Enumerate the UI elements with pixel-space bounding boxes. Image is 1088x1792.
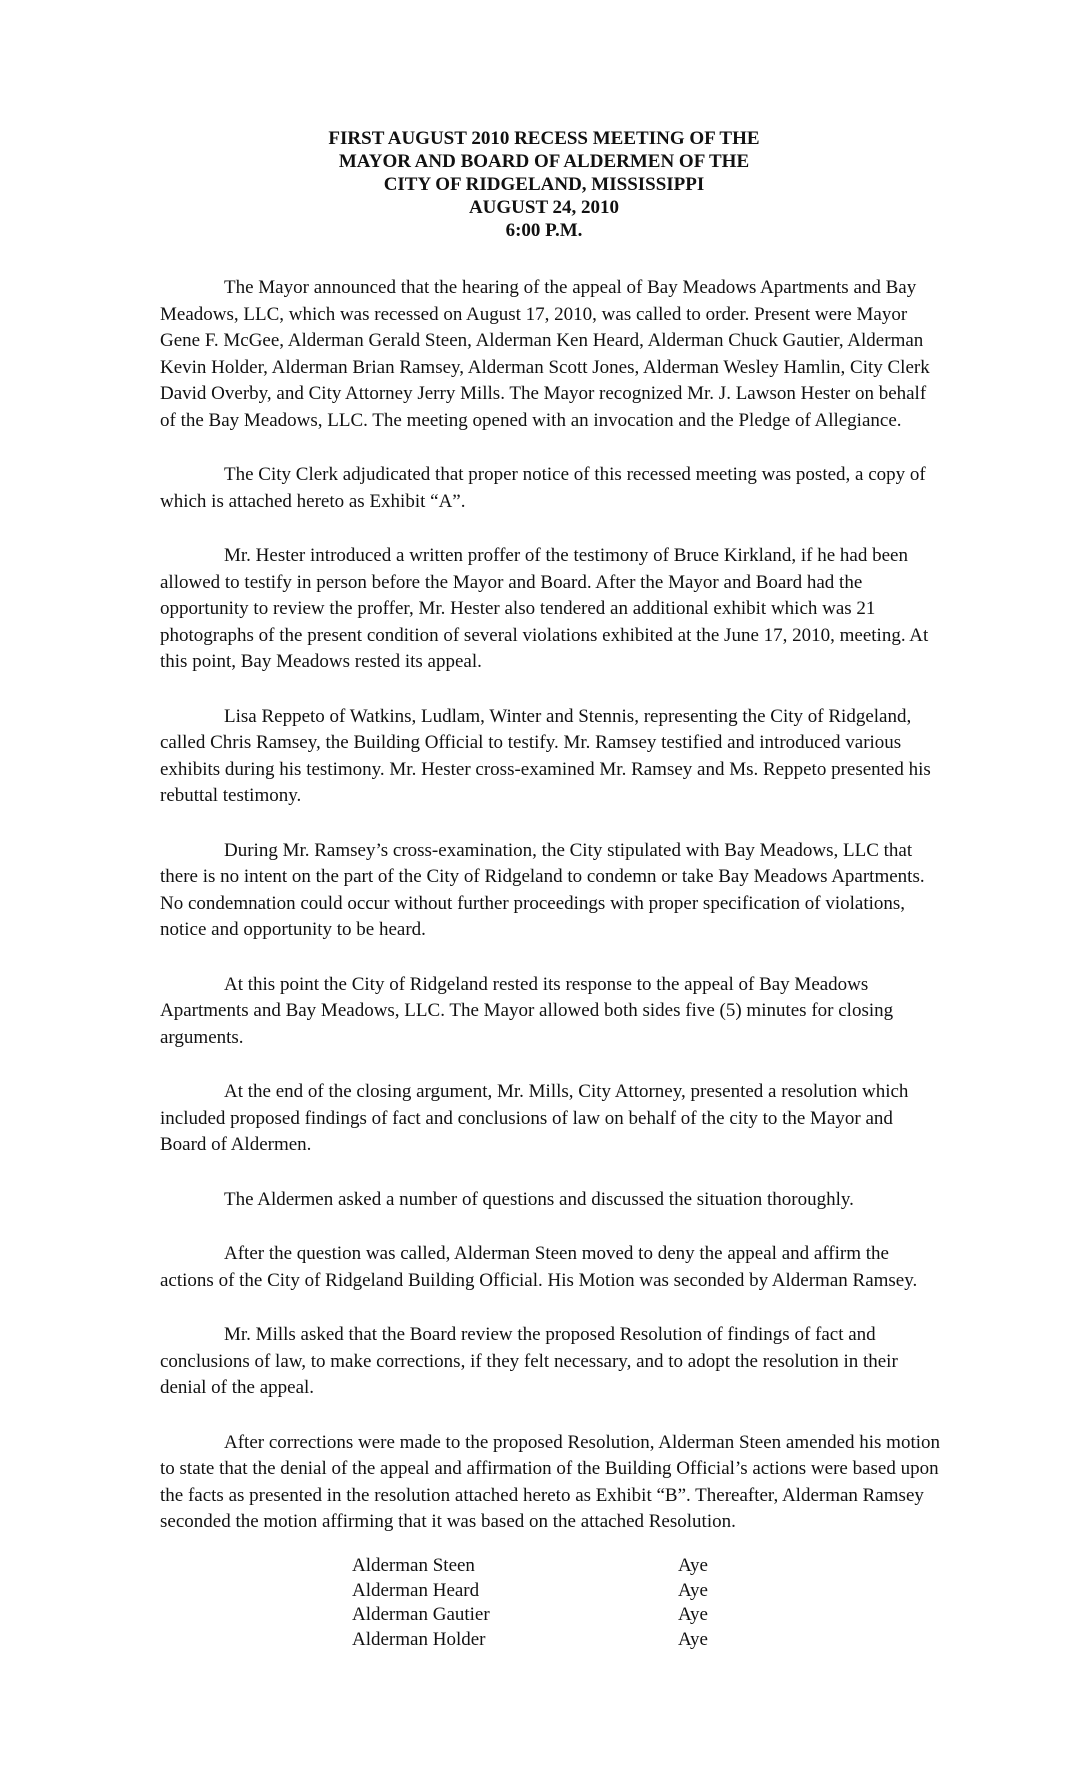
vote-result: Aye [678,1604,708,1625]
document-heading [0,127,1088,242]
heading-line-3: CITY OF RIDGELAND, MISSISSIPPI [383,174,705,195]
paragraph-call-to-order: The Mayor announced that the hearing of the appeal of Bay Meadows Apartments and Bay Meadows, LLC, which was recessed on August 17, 2010, was called to order. Present were Mayor Gene F. McGee, Alderman Gerald Steen, Alderman Ken Heard, Alderman Chuck Gautier, Alderman Kevin Holder, Alderman Brian Ramsey, Alderman Scott Jones, Alderman Wesley Hamlin, City Clerk David Overby, and City Attorney Jerry Mills. The Mayor recognized Mr. J. Lawson Hester on behalf of the Bay Meadows, LLC. The meeting opened with an invocation and the Pledge of Allegiance. [160,277,930,431]
heading-line-1: FIRST AUGUST 2010 RECESS MEETING OF THE [328,128,760,149]
heading-line-2: MAYOR AND BOARD OF ALDERMEN OF THE [338,151,750,172]
vote-table [352,1554,738,1652]
paragraph-amended-motion: After corrections were made to the proposed Resolution, Alderman Steen amended his motion to state that the denial of the appeal and affirmation of the Building Official’s actions were based upon the facts as presented in the resolution attached hereto as Exhibit “B”. Thereafter, Alderman Ramsey seconded the motion affirming that it was based on the attached Resolution. [160,1431,941,1532]
vote-row [352,1579,738,1604]
vote-name: Alderman Steen [352,1555,475,1576]
vote-row [352,1603,738,1628]
paragraph-motion: After the question was called, Alderman Steen moved to deny the appeal and affirm the actions of the City of Ridgeland Building Official. His Motion was seconded by Alderman Ramsey. [160,1243,918,1291]
vote-result: Aye [678,1579,708,1601]
vote-name: Alderman Gautier [352,1604,490,1625]
paragraph-resolution: At the end of the closing argument, Mr. Mills, City Attorney, presented a resolution which included proposed findings of fact and conclusions of law on behalf of the city to the Mayor and Board of Aldermen. [160,1081,909,1155]
heading-time: 6:00 P.M. [505,220,583,241]
paragraph-closing-arguments: At this point the City of Ridgeland rested its response to the appeal of Bay Meadows Apartments and Bay Meadows, LLC. The Mayor allowed both sides five (5) minutes for closing arguments. [160,973,894,1048]
paragraph-proffer: Mr. Hester introduced a written proffer of the testimony of Bruce Kirkland, if he had been allowed to testify in person before the Mayor and Board. After the Mayor and Board had the opportunity to review the proffer, Mr. Hester also tendered an additional exhibit which was 21 photographs of the present condition of several violations exhibited at the June 17, 2010, meeting. At this point, Bay Meadows rested its appeal. [160,545,929,672]
vote-row [352,1554,738,1579]
heading-date: AUGUST 24, 2010 [468,197,620,218]
paragraph-review-request: Mr. Mills asked that the Board review the proposed Resolution of findings of fact and conclusions of law, to make corrections, if they felt necessary, and to adopt the resolution in their denial of the appeal. [160,1324,898,1398]
paragraph-notice: The City Clerk adjudicated that proper notice of this recessed meeting was posted, a copy of which is attached hereto as Exhibit “A”. [160,464,926,512]
vote-name: Alderman Holder [352,1628,486,1650]
vote-result: Aye [678,1628,708,1650]
paragraph-stipulation: During Mr. Ramsey’s cross-examination, the City stipulated with Bay Meadows, LLC that there is no intent on the part of the City of Ridgeland to condemn or take Bay Meadows Apartments. No condemnation could occur without further proceedings with proper specification of violations, notice and opportunity to be heard. [160,839,925,940]
vote-row [352,1628,738,1653]
minutes-body [160,275,942,1564]
paragraph-discussion: The Aldermen asked a number of questions and discussed the situation thoroughly. [224,1188,854,1210]
paragraph-testimony: Lisa Reppeto of Watkins, Ludlam, Winter and Stennis, representing the City of Ridgeland, called Chris Ramsey, the Building Official to testify. Mr. Ramsey testified and introduced various exhibits during his testimony. Mr. Hester cross-examined Mr. Ramsey and Ms. Reppeto presented his rebuttal testimony. [160,705,931,806]
vote-result: Aye [678,1555,708,1576]
vote-name: Alderman Heard [352,1579,480,1601]
